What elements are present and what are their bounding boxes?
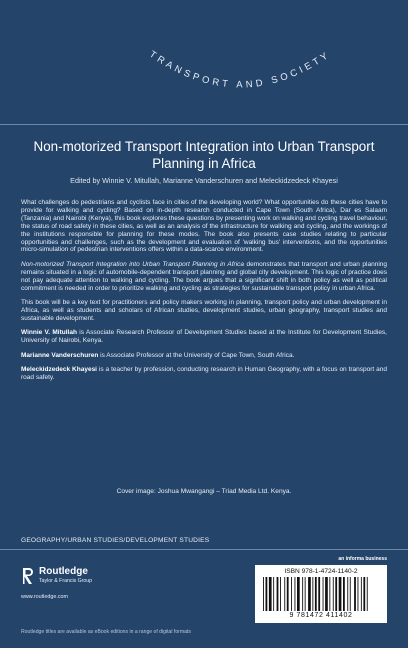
series-name-arc [0, 0, 408, 124]
header-divider [0, 124, 408, 125]
barcode-bar [361, 577, 362, 611]
barcode-bars [261, 577, 381, 611]
barcode-bar [269, 577, 272, 611]
contributor-description: is Associate Research Professor of Development Studies based at the Institute for Development Studies, University of Nairobi, Kenya. [21, 329, 387, 345]
barcode-bar [273, 577, 274, 611]
barcode-bar [333, 577, 334, 611]
blurb-paragraph-1: What challenges do pedestrians and cyclists face in cities of the developing world? What opportunities do these cities have to provide for walking and cycling? Based on in-depth research conducted in Cape Town (South Africa), Dar es Salaam (Tanzania) and Nairobi (Kenya), this book explores these questions by presenting work on walking and cycling travel behaviour, the status of road safety in these cities, as well as an analysis of the infrastructure for walking and cycling, and the workings of the institutions responsible for planning for these modes. The book also presents case studies relating to particular opportunities and challenges, such as the development and evaluation of 'walking bus' interventions, and the opportunities micro-simulation of pedestrian interventions offers within a data-scarce environment. [21, 199, 388, 254]
series-header-band [0, 0, 408, 124]
barcode-bar [263, 577, 264, 611]
contributor-name: Marianne Vanderschuren [21, 351, 99, 359]
informa-tagline: an informa business [338, 556, 387, 562]
barcode-bar [287, 577, 289, 611]
barcode-bar [329, 577, 330, 611]
footer-divider [0, 549, 408, 550]
barcode-bar [297, 577, 300, 611]
barcode-bar [339, 577, 342, 611]
publisher-block [21, 566, 171, 606]
book-title: Non-motorized Transport Integration into Urban Transport Planning in Africa [33, 139, 375, 171]
subject-categories: GEOGRAPHY/URBAN STUDIES/DEVELOPMENT STUDIES [21, 537, 210, 544]
barcode-bar [350, 577, 351, 611]
isbn-text: ISBN 978-1-4724-1140-2 [284, 568, 358, 575]
barcode-bar [308, 577, 311, 611]
isbn-barcode [255, 565, 387, 623]
barcode-bar [323, 577, 324, 611]
ebook-availability-note: Routledge titles are available as eBook editions in a range of digital formats [21, 629, 191, 635]
barcode-bar [367, 577, 368, 611]
barcode-bar [312, 577, 313, 611]
blurb-paragraph-2 [21, 261, 387, 293]
cover-image-credit: Cover image: Joshua Mwangangi – Triad Media Ltd. Kenya. [116, 488, 292, 495]
contributor-bio [21, 352, 387, 360]
barcode-bar [325, 577, 328, 611]
barcode-bar [302, 577, 303, 611]
barcode-bar [266, 577, 268, 611]
blurb-title-italic: Non-motorized Transport Integration into Urban Transport Planning in Africa [21, 260, 245, 268]
barcode-bar [343, 577, 345, 611]
routledge-logo-icon [21, 566, 35, 586]
series-name: TRANSPORT AND SOCIETY [147, 48, 333, 91]
book-editors: Edited by Winnie V. Mitullah, Marianne Vanderschuren and Meleckidzedeck Khayesi [70, 176, 338, 185]
contributor-bio [21, 366, 387, 382]
barcode-bar [291, 577, 292, 611]
publisher-name: Routledge [39, 566, 88, 577]
barcode-bar [363, 577, 365, 611]
barcode-bar [354, 577, 356, 611]
contributor-description: is a teacher by profession, conducting research in Human Geography, with a focus on transport and road safety. [21, 365, 387, 381]
barcode-digits: 9 781472 411402 [289, 612, 353, 619]
contributor-name: Winnie V. Mitullah [21, 329, 77, 337]
blurb-paragraph-2-text: demonstrates that transport and urban planning remains situated in a logic of automobile-dependent transport planning and global city development. This logic of practice does not pay adequate attention to walking and cycling. The book argues that a significant shift in both policy as well as political commitment is needed in order to prioritize walking and cycling as strategies for sustainable transport policy in urban Africa. [21, 260, 387, 292]
barcode-bar [277, 577, 279, 611]
publisher-url: www.routledge.com [21, 594, 69, 600]
barcode-bar [295, 577, 296, 611]
barcode-bar [315, 577, 317, 611]
barcode-bar [318, 577, 320, 611]
barcode-bar [358, 577, 359, 611]
barcode-bar [280, 577, 281, 611]
contributor-name: Meleckidzedeck Khayesi [21, 365, 97, 373]
publisher-group: Taylor & Francis Group [39, 578, 93, 584]
back-cover-blurb [21, 199, 387, 388]
barcode-bar [335, 577, 337, 611]
blurb-paragraph-3: This book will be a key text for practitioners and policy makers working in planning, transport policy and urban development in Africa, as well as students and scholars of African studies, development studies, urban geography, transport studies and sustainable development. [21, 298, 387, 322]
barcode-bar [305, 577, 306, 611]
contributor-bio [21, 329, 387, 345]
contributor-description: is Associate Professor at the University of Cape Town, South Africa. [98, 351, 295, 359]
barcode-bar [284, 577, 285, 611]
barcode-bar [347, 577, 348, 611]
